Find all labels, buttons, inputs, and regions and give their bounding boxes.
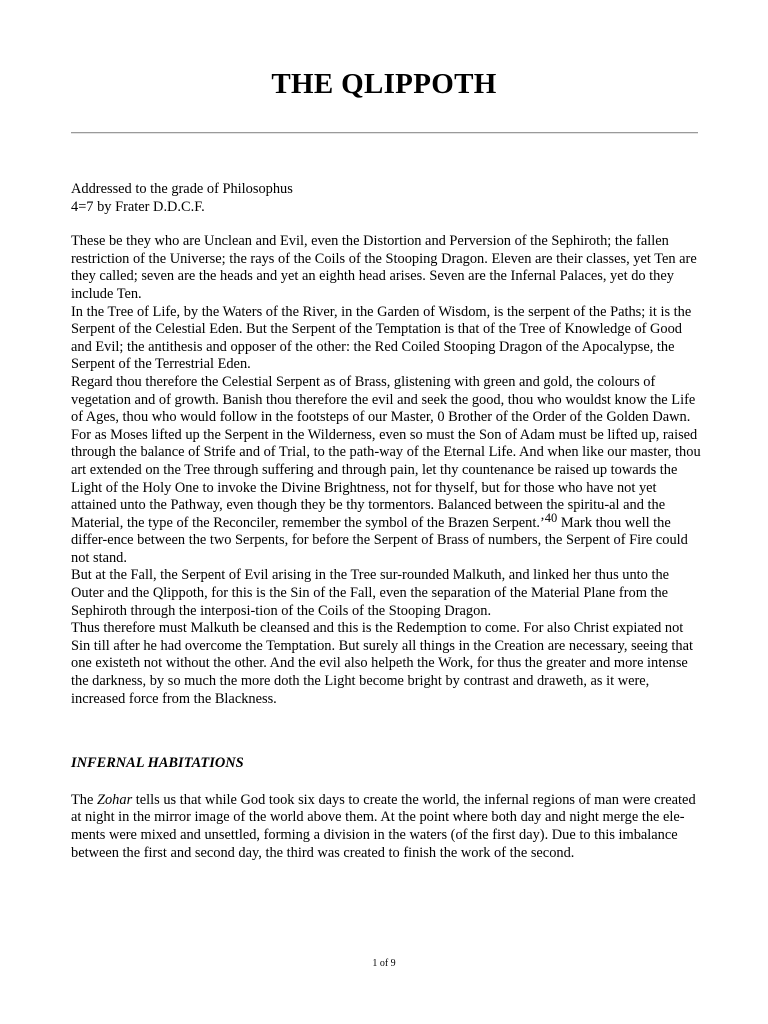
- italic-term: Zohar: [96, 791, 133, 808]
- paragraph: These be they who are Unclean and Evil, even the Distortion and Perversion of the Sephiroth; the fallen restriction of the Universe; the rays of the Coils of the Stooping Dragon. Eleven are their classes, yet Ten are they called; seven are the heads and yet an eighth head arises. Seven are the Infernal Palaces, yet do they include Ten.: [71, 233, 697, 302]
- section-heading: INFERNAL HABITATIONS: [71, 755, 244, 772]
- page-title: THE QLIPPOTH: [271, 68, 497, 100]
- paragraph: In the Tree of Life, by the Waters of the River, in the Garden of Wisdom, is the serpent of the Paths; it is the Serpent of the Celestial Eden. But the Serpent of the Temptation is that of the Tree of Knowledge of Good and Evil; the antithesis and opposer of the other: the Red Coiled Stooping Dragon of the Apocalypse, the Serpent of the Terrestrial Eden.: [71, 303, 692, 373]
- address-line: 4=7 by Frater D.D.C.F.: [71, 198, 205, 215]
- paragraph-text: Mark thou well the differ-ence between the two Serpents, for before the Serpent of Brass of numbers, the Serpent of Fire could not stand.: [71, 514, 688, 566]
- address-line: Addressed to the grade of Philosophus: [71, 181, 293, 197]
- footnote-marker[interactable]: 40: [544, 510, 558, 525]
- document-body: [71, 181, 701, 862]
- paragraph-zohar: [71, 792, 701, 862]
- paragraph-text: The: [71, 791, 97, 808]
- paragraph-text: tells us that while God took six days to create the world, the infernal regions of man were created at night in the mirror image of the world above them. At the point where both day and night merge the ele-ments were mixed and unsettled, forming a division in the waters (of the first day). Due to this imbalance between the first and second day, the third was created to finish the work of the second.: [71, 791, 696, 861]
- horizontal-rule: [71, 132, 698, 134]
- paragraph: Thus therefore must Malkuth be cleansed and this is the Redemption to come. For also Christ expiated not Sin till after he had overcome the Temptation. But surely all things in the Creation are necessary, seeing that one existeth not without the other. And the evil also helpeth the Work, for thus the greater and more intense the darkness, by so much the more doth the Light become bright by contrast and draweth, as it were, increased force from the Blackness.: [71, 620, 694, 707]
- paragraph: But at the Fall, the Serpent of Evil arising in the Tree sur-rounded Malkuth, and linked her thus unto the Outer and the Qlippoth, for this is the Sin of the Fall, even the separation of the Material Plane from the Sephiroth through the interposi-tion of the Coils of the Stooping Dragon.: [71, 567, 670, 619]
- page-number: 1 of 9: [372, 958, 396, 969]
- paragraph-brass: [71, 374, 701, 568]
- paragraph-text: Regard thou therefore the Celestial Serpent as of Brass, glistening with green and gold, the colours of vegetation and of growth. Banish thou therefore the evil and seek the good, thou who wouldst know the Life of Ages, thou who would follow in the footsteps of our Master, 0 Brother of the Order of the Golden Dawn. For as Moses lifted up the Serpent in the Wilderness, even so must the Son of Adam must be lifted up, raised through the balance of Strife and of Trial, to the path-way of the Eternal Life. And when like our master, thou art extended on the Tree through suffering and through pain, let thy countenance be raised up towards the Light of the Holy One to invoke the Divine Brightness, not for thyself, but for those who have not yet attained unto the Pathway, even though they be thy tormentors. Balanced between the spiritu-al and the Material, the type of the Reconciler, remember the symbol of the Brazen Serpent.’: [71, 373, 701, 531]
